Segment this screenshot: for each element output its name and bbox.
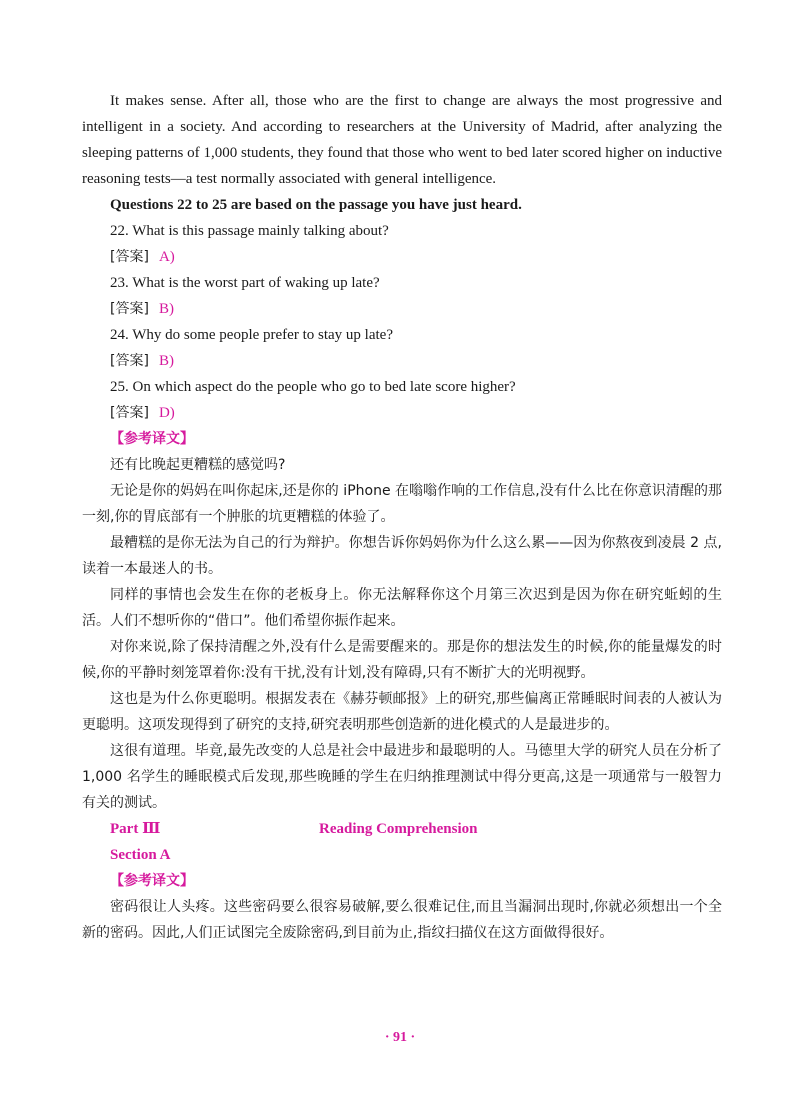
question-text: 22. What is this passage mainly talking about?	[110, 223, 389, 239]
question-25	[82, 374, 722, 426]
answer-line	[82, 244, 722, 270]
question-text: 25. On which aspect do the people who go to bed late score higher?	[110, 379, 516, 395]
question-24	[82, 322, 722, 374]
translation-heading: 【参考译文】	[110, 431, 194, 447]
translation-paragraph: 还有比晚起更糟糕的感觉吗?	[110, 457, 286, 473]
page-number: · 91 ·	[384, 1030, 416, 1045]
answer-value: B)	[158, 353, 174, 369]
question-text: 23. What is the worst part of waking up late?	[110, 275, 380, 291]
part-label: Part Ⅲ	[110, 821, 161, 837]
part-title: Reading Comprehension	[319, 821, 478, 837]
answer-line	[82, 348, 722, 374]
page-content	[82, 88, 722, 946]
questions-heading: Questions 22 to 25 are based on the passage you have just heard.	[110, 197, 522, 213]
translation-paragraph: 同样的事情也会发生在你的老板身上。你无法解释你这个月第三次迟到是因为你在研究蚯蚓的生活。人们不想听你的“借口”。他们希望你振作起来。	[82, 587, 722, 629]
translation-paragraph: 最糟糕的是你无法为自己的行为辩护。你想告诉你妈妈你为什么这么累——因为你熬夜到凌晨 2 点,读着一本最迷人的书。	[82, 535, 722, 577]
passage-paragraph: It makes sense. After all, those who are the first to change are always the most progressive and intelligent in a society. And according to researchers at the University of Madrid, after analyzing the sleeping patterns of 1,000 students, they found that those who went to bed later scored higher on inductive reasoning tests—a test normally associated with general intelligence.	[82, 93, 722, 187]
question-22	[82, 218, 722, 270]
answer-line	[82, 400, 722, 426]
translation-paragraph: 对你来说,除了保持清醒之外,没有什么是需要醒来的。那是你的想法发生的时候,你的能量爆发的时候,你的平静时刻笼罩着你:没有干扰,没有计划,没有障碍,只有不断扩大的光明视野。	[82, 639, 722, 681]
translation-paragraph: 这也是为什么你更聪明。根据发表在《赫芬顿邮报》上的研究,那些偏离正常睡眠时间表的人被认为更聪明。这项发现得到了研究的支持,研究表明那些创造新的进化模式的人是最进步的。	[82, 691, 722, 733]
translation-heading-2: 【参考译文】	[110, 873, 194, 889]
answer-line	[82, 296, 722, 322]
answer-value: A)	[158, 249, 175, 265]
question-text: 24. Why do some people prefer to stay up late?	[110, 327, 393, 343]
answer-value: B)	[158, 301, 174, 317]
answer-label: [答案]	[110, 353, 149, 369]
answer-label: [答案]	[110, 249, 149, 265]
translation-paragraph: 无论是你的妈妈在叫你起床,还是你的 iPhone 在嗡嗡作响的工作信息,没有什么比在你意识清醒的那一刻,你的胃底部有一个肿胀的坑更糟糕的体验了。	[82, 483, 722, 525]
translation-paragraph: 这很有道理。毕竟,最先改变的人总是社会中最进步和最聪明的人。马德里大学的研究人员在分析了 1,000 名学生的睡眠模式后发现,那些晚睡的学生在归纳推理测试中得分更高,这是一项通常与一般智力有关的测试。	[82, 743, 722, 811]
part-heading	[82, 816, 722, 842]
question-23	[82, 270, 722, 322]
section-translation-paragraph: 密码很让人头疼。这些密码要么很容易破解,要么很难记住,而且当漏洞出现时,你就必须想出一个全新的密码。因此,人们正试图完全废除密码,到目前为止,指纹扫描仪在这方面做得很好。	[82, 899, 722, 941]
answer-value: D)	[158, 405, 175, 421]
answer-label: [答案]	[110, 301, 149, 317]
section-heading: Section A	[110, 847, 171, 863]
answer-label: [答案]	[110, 405, 149, 421]
